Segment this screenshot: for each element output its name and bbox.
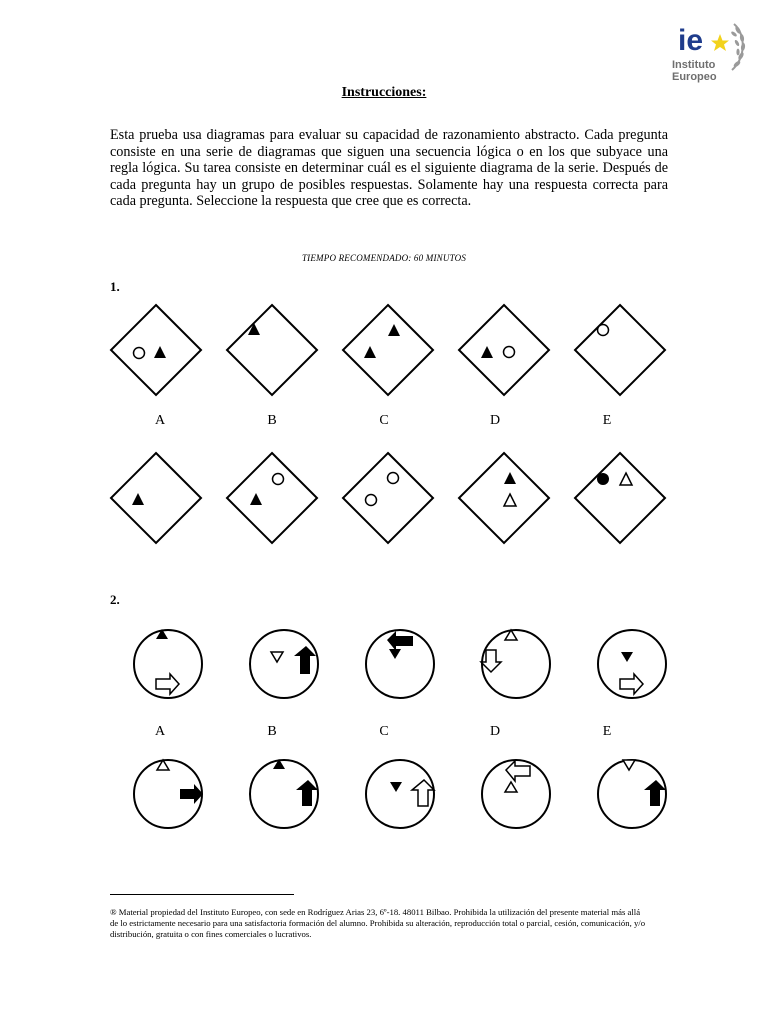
q2-option-a[interactable] — [128, 754, 208, 834]
q1-option-e[interactable] — [572, 450, 668, 546]
question-1-number: 1. — [110, 279, 120, 294]
page-title: Instrucciones: — [341, 85, 427, 100]
q2-option-d[interactable] — [476, 754, 556, 834]
q1-option-b-label: B — [267, 413, 277, 428]
q1-option-e-label: E — [602, 413, 612, 428]
q1-option-b[interactable] — [224, 450, 320, 546]
q2-option-b[interactable] — [244, 754, 324, 834]
q1-sequence-3 — [340, 302, 436, 398]
q1-sequence-2 — [224, 302, 320, 398]
q2-sequence-1 — [128, 624, 208, 704]
q2-option-a-label: A — [154, 724, 166, 739]
q2-option-d-label: D — [489, 724, 501, 739]
q2-option-b-label: B — [267, 724, 277, 739]
q2-option-e[interactable] — [592, 754, 672, 834]
q2-sequence-5 — [592, 624, 672, 704]
q1-sequence-4 — [456, 302, 552, 398]
recommended-time: TIEMPO RECOMENDADO: 60 MINUTOS — [301, 253, 467, 263]
q2-sequence-2 — [244, 624, 324, 704]
logo-line1: Instituto — [672, 59, 716, 71]
q1-option-c[interactable] — [340, 450, 436, 546]
q1-sequence-1 — [108, 302, 204, 398]
q2-option-c[interactable] — [360, 754, 440, 834]
question-2-number: 2. — [110, 592, 120, 607]
logo-letters: ie — [678, 24, 704, 57]
footnote: ® Material propiedad del Instituto Europeo, con sede en Rodríguez Arias 23, 6º-18. 48011 Bilbao. Prohibida la utilización del presente material más allá de lo estrictamente necesario para una satisfactoria formación del alumno. Prohibida su alteración, reproducción total o parcial, cesión, comunicación, y/o distribución, gratuita o con fines comerciales o lucrativos. — [110, 907, 646, 939]
q1-option-c-label: C — [379, 413, 389, 428]
q2-sequence-4 — [476, 624, 556, 704]
q1-sequence-5 — [572, 302, 668, 398]
q2-option-e-label: E — [602, 724, 612, 739]
q1-option-a[interactable] — [108, 450, 204, 546]
q2-option-c-label: C — [379, 724, 389, 739]
q1-option-d-label: D — [489, 413, 501, 428]
logo-line2: Europeo — [672, 71, 717, 83]
footnote-separator — [110, 894, 294, 895]
instituto-europeo-logo — [672, 20, 752, 86]
q1-option-d[interactable] — [456, 450, 552, 546]
q1-option-a-label: A — [154, 413, 166, 428]
q2-sequence-3 — [360, 624, 440, 704]
instructions-paragraph: Esta prueba usa diagramas para evaluar su capacidad de razonamiento abstracto. Cada pregunta consiste en una serie de diagramas que siguen una secuencia lógica o en los que subyace una regla lógica. Su tarea consiste en determinar cuál es el siguiente diagrama de la serie. Después de cada pregunta hay un grupo de posibles respuestas. Solamente hay una respuesta correcta para cada pregunta. Seleccione la respuesta que cree que es correcta. — [110, 127, 668, 210]
